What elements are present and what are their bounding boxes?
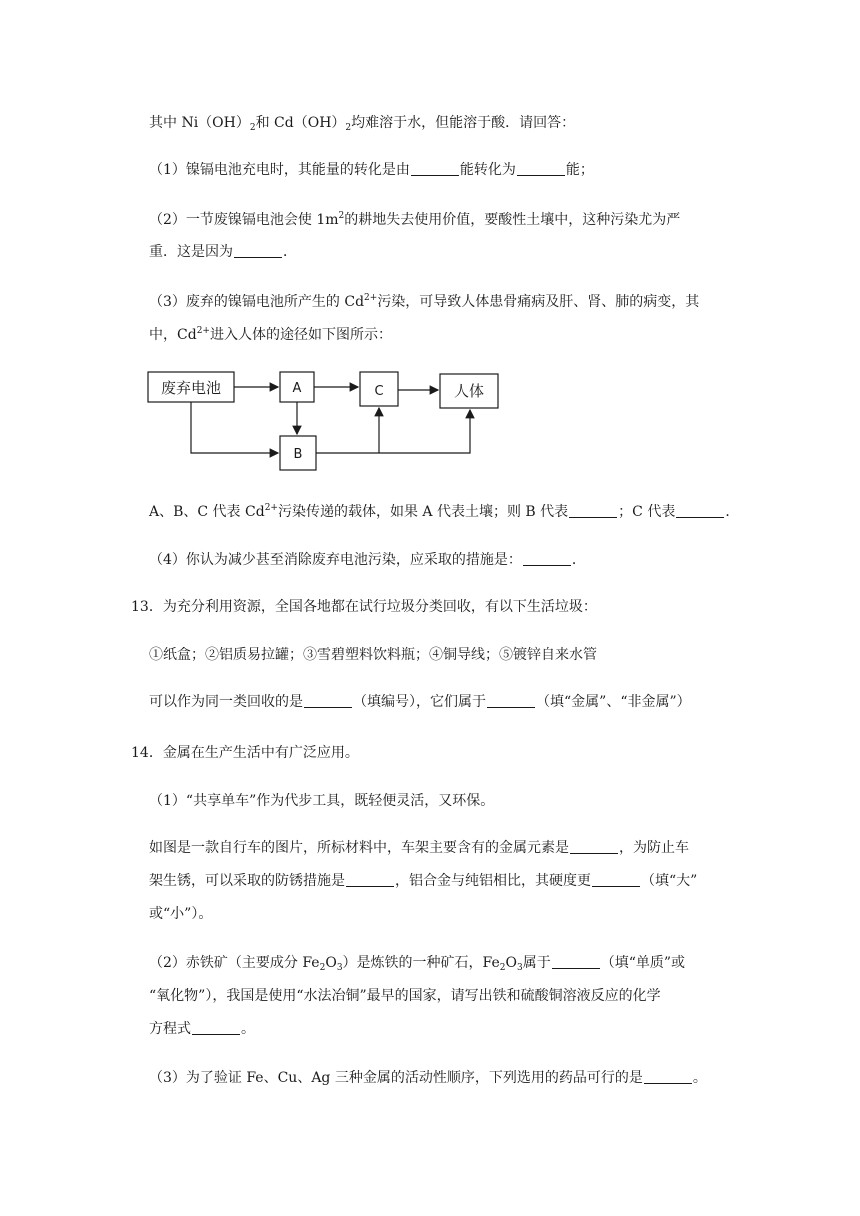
answer-blank[interactable] [517, 161, 565, 176]
subscript: 3 [336, 963, 343, 973]
q14-text: （3）为了验证 Fe、Cu、Ag 三种金属的活动性顺序，下列选用的药品可行的是 [149, 1070, 643, 1086]
q13-text: （填编号），它们属于 [353, 694, 486, 710]
question-3-line-3 [149, 502, 739, 522]
answer-blank[interactable] [552, 954, 600, 969]
q1-text: （1）镍镉电池充电时，其能量的转化是由 [149, 162, 410, 178]
q14-text: 或“小”）。 [149, 906, 213, 922]
q2-text: 的耕地失去使用价值，要酸性土壤中，这种污染尤为严 [344, 212, 681, 228]
intro-text: 均难溶于水，但能溶于酸．请回答： [351, 115, 576, 131]
question-14-part-3 [149, 1068, 707, 1088]
q14-text: 方程式 [149, 1021, 191, 1037]
q14-text: 如图是一款自行车的图片，所标材料中，车架主要含有的金属元素是 [149, 840, 569, 856]
q14-text: （填“大” [641, 873, 698, 889]
superscript: 2+ [196, 326, 210, 336]
q2-text: ． [283, 244, 297, 260]
answer-blank[interactable] [523, 551, 571, 566]
q3b-text: A、B、C 代表 Cd [149, 504, 265, 520]
label-a: A [292, 381, 302, 396]
q1-text: 能转化为 [459, 162, 516, 178]
q3-text: 中，Cd [149, 327, 197, 343]
answer-blank[interactable] [234, 243, 282, 258]
q2-text: 重．这是因为 [149, 244, 233, 260]
q3b-text: ；C 代表 [618, 504, 676, 520]
q3-text: 进入人体的途径如下图所示： [209, 327, 392, 343]
answer-blank[interactable] [570, 839, 618, 854]
q14-text: “氧化物”），我国是使用“水法冶铜”最早的国家，请写出铁和硫酸铜溶液反应的化学 [149, 988, 661, 1004]
answer-blank[interactable] [346, 872, 394, 887]
answer-blank[interactable] [411, 161, 459, 176]
q4-text: （4）你认为减少甚至消除废弃电池污染，应采取的措施是： [149, 552, 522, 568]
q13-items-text: ①纸盒；②铝质易拉罐；③雪碧塑料饮料瓶；④铜导线；⑤镀锌自来水管 [149, 647, 597, 663]
question-14-line [149, 871, 697, 891]
question-3-line-1 [149, 292, 699, 312]
question-4 [149, 550, 586, 570]
question-14-part-1 [149, 791, 494, 811]
q3b-text: ． [725, 504, 740, 520]
q14-text: ，为防止车 [619, 840, 689, 856]
superscript: 2 [338, 211, 345, 221]
question-14-part-2 [149, 953, 685, 973]
subscript: 2 [345, 123, 352, 133]
answer-blank[interactable] [304, 693, 352, 708]
answer-blank[interactable] [592, 872, 640, 887]
q14-text: 。 [241, 1021, 255, 1037]
question-14-line [149, 986, 661, 1006]
q14-text: 属于 [522, 955, 551, 971]
question-13-items [149, 645, 597, 665]
answer-blank[interactable] [192, 1020, 240, 1035]
q14-text: 14．金属在生产生活中有广泛应用。 [131, 745, 359, 761]
question-2-line-2 [149, 242, 297, 262]
q13-text: 13．为充分利用资源，全国各地都在试行垃圾分类回收，有以下生活垃圾： [131, 599, 597, 615]
question-2-line-1 [149, 210, 680, 230]
subscript: 2 [499, 963, 506, 973]
q13-text: （填“金属”、“非金属”） [536, 694, 691, 710]
question-13-stem [131, 597, 597, 617]
q14-text: （2）赤铁矿（主要成分 Fe [149, 955, 320, 971]
answer-blank[interactable] [676, 503, 724, 518]
answer-blank[interactable] [487, 693, 535, 708]
question-13-ask [149, 692, 691, 712]
arrow [191, 402, 278, 453]
q3-text: （3）废弃的镍镉电池所产生的 Cd [149, 294, 365, 310]
q13-text: 可以作为同一类回收的是 [149, 694, 303, 710]
q14-text: O [325, 955, 337, 971]
q14-text: O [505, 955, 517, 971]
q3-text: 污染，可导致人体患骨痛病及肝、肾、肺的病变，其 [377, 294, 700, 310]
q14-text: 。 [692, 1070, 707, 1086]
q14-text: ，铝合金与纯铝相比，其硬度更 [395, 873, 591, 889]
q14-text: 架生锈，可以采取的防锈措施是 [149, 873, 345, 889]
q14-text: （填“单质”或 [600, 955, 686, 971]
pollution-path-diagram [144, 360, 524, 476]
superscript: 2+ [364, 293, 378, 303]
question-14-stem [131, 743, 359, 763]
q1-text: 能； [565, 162, 594, 178]
intro-line [149, 113, 575, 133]
question-14-line [149, 838, 689, 858]
label-c: C [374, 384, 384, 399]
answer-blank[interactable] [644, 1069, 692, 1084]
subscript: 3 [517, 963, 523, 973]
question-14-line [149, 904, 212, 924]
label-b: B [293, 447, 303, 462]
target-label: 人体 [453, 382, 485, 400]
intro-text: 和 Cd（OH） [255, 115, 346, 131]
q14-text: ）是炼铁的一种矿石，Fe [342, 955, 500, 971]
source-label: 废弃电池 [160, 379, 222, 397]
q3b-text: 污染传递的载体，如果 A 代表土壤；则 B 代表 [277, 504, 569, 520]
q14-text: （1）“共享单车”作为代步工具，既轻便灵活，又环保。 [149, 793, 495, 809]
arrow [316, 410, 470, 453]
answer-blank[interactable] [569, 503, 617, 518]
question-3-line-2 [149, 325, 392, 345]
superscript: 2+ [264, 503, 278, 513]
q2-text: （2）一节废镍镉电池会使 1m [149, 212, 339, 228]
question-1 [149, 160, 594, 180]
q4-text: ． [571, 552, 586, 568]
question-14-line [149, 1019, 255, 1039]
subscript: 2 [319, 963, 326, 973]
intro-text: 其中 Ni（OH） [149, 115, 250, 131]
subscript: 2 [249, 123, 256, 133]
